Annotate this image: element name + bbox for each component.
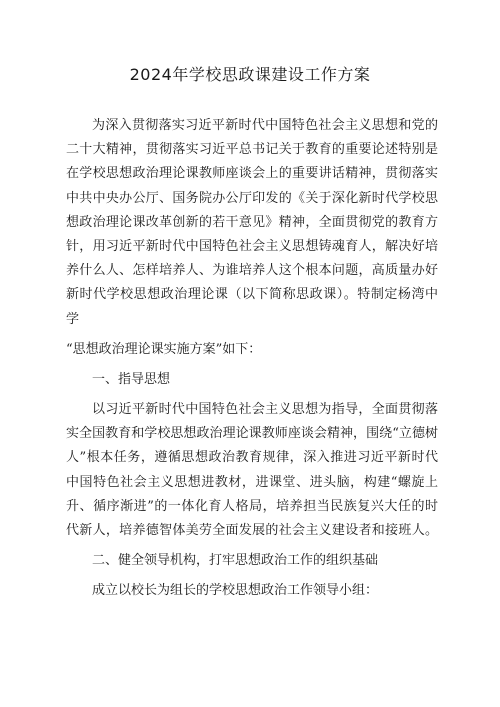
document-body xyxy=(66,114,438,604)
intro-line: 在学校思想政治理论课教师座谈会上的重要讲话精神，贯彻落实 xyxy=(66,166,438,182)
section1-line: 升、循序渐进”的一体化育人格局，培养担当民族复兴大任的时 xyxy=(66,498,438,514)
document-title: 2024年学校思政课建设工作方案 xyxy=(129,65,371,84)
intro-line: 想政治理论课改革创新的若干意见》精神，全面贯彻党的教育方 xyxy=(66,214,438,230)
intro-line: 学 xyxy=(66,311,80,327)
section1-line: 中国特色社会主义思想进教材，进课堂、进头脑，构建“螺旋上 xyxy=(66,474,438,490)
intro-line: 针，用习近平新时代中国特色社会主义思想铸魂育人，解决好培 xyxy=(66,238,438,254)
section2-line: 成立以校长为组长的学校思想政治工作领导小组： xyxy=(92,583,379,599)
section-heading: 一、指导思想 xyxy=(92,371,171,387)
section1-line: 实全国教育和学校思想政治理论课教师座谈会精神，围绕“立德树 xyxy=(66,426,438,442)
intro-line: 养什么人、怎样培养人、为谁培养人这个根本问题，高质量办好 xyxy=(66,263,438,279)
intro-line: 中共中央办公厅、国务院办公厅印发的《关于深化新时代学校思 xyxy=(66,190,438,206)
section1-line: 人”根本任务，遵循思想政治教育规律，深入推进习近平新时代 xyxy=(66,450,438,466)
section-heading: 二、健全领导机构，打牢思想政治工作的组织基础 xyxy=(92,553,379,569)
intro-line: “思想政治理论课实施方案”如下： xyxy=(66,341,262,357)
intro-line: 新时代学校思想政治理论课（以下简称思政课）。特制定杨湾中 xyxy=(66,287,438,303)
section1-line: 代新人，培养德智体美劳全面发展的社会主义建设者和接班人。 xyxy=(66,523,438,538)
section1-line: 以习近平新时代中国特色社会主义思想为指导，全面贯彻落 xyxy=(92,402,438,418)
intro-line: 二十大精神，贯彻落实习近平总书记关于教育的重要论述特别是 xyxy=(66,142,438,158)
intro-line: 为深入贯彻落实习近平新时代中国特色社会主义思想和党的 xyxy=(92,118,438,133)
